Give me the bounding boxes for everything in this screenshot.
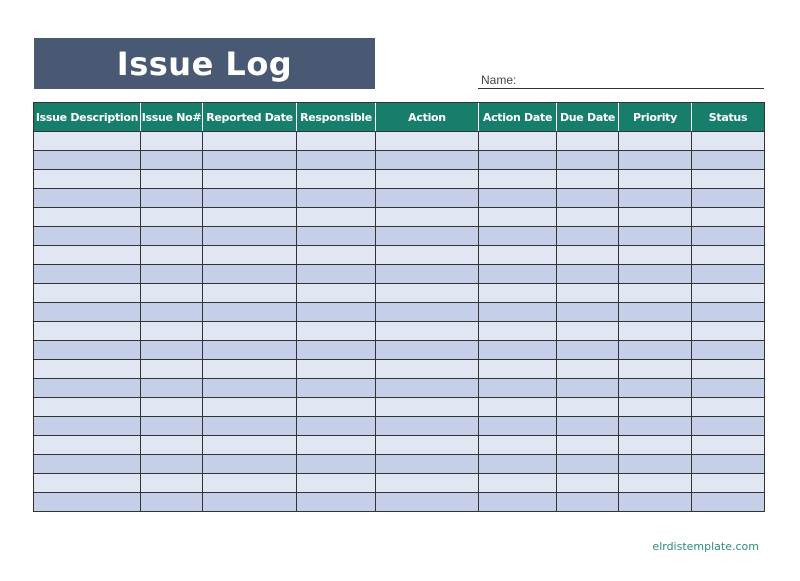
table-row [34, 360, 765, 379]
cell-due-date[interactable] [557, 151, 619, 170]
table-row [34, 284, 765, 303]
cell-action[interactable] [376, 284, 479, 303]
cell-action-date[interactable] [479, 493, 557, 512]
cell-issue-no[interactable] [141, 455, 203, 474]
cell-issue-no[interactable] [141, 398, 203, 417]
cell-issue-no[interactable] [141, 246, 203, 265]
table-row [34, 132, 765, 151]
issue-log-table [33, 102, 765, 512]
cell-issue-description[interactable] [34, 493, 141, 512]
cell-action[interactable] [376, 189, 479, 208]
cell-priority[interactable] [619, 379, 692, 398]
cell-action-date[interactable] [479, 303, 557, 322]
cell-reported-date[interactable] [203, 379, 297, 398]
cell-issue-no[interactable] [141, 151, 203, 170]
cell-status[interactable] [692, 303, 765, 322]
cell-action-date[interactable] [479, 265, 557, 284]
cell-priority[interactable] [619, 189, 692, 208]
cell-status[interactable] [692, 417, 765, 436]
name-field[interactable] [478, 70, 764, 89]
cell-responsible[interactable] [297, 341, 376, 360]
cell-reported-date[interactable] [203, 189, 297, 208]
cell-due-date[interactable] [557, 265, 619, 284]
column-header-action-date: Action Date [479, 103, 557, 132]
cell-due-date[interactable] [557, 360, 619, 379]
table-row [34, 208, 765, 227]
cell-action-date[interactable] [479, 208, 557, 227]
cell-priority[interactable] [619, 284, 692, 303]
cell-status[interactable] [692, 360, 765, 379]
cell-issue-no[interactable] [141, 341, 203, 360]
cell-due-date[interactable] [557, 455, 619, 474]
cell-issue-no[interactable] [141, 132, 203, 151]
table-header-row [34, 103, 765, 132]
cell-action[interactable] [376, 208, 479, 227]
table-row [34, 455, 765, 474]
cell-status[interactable] [692, 379, 765, 398]
cell-priority[interactable] [619, 151, 692, 170]
cell-due-date[interactable] [557, 189, 619, 208]
cell-responsible[interactable] [297, 398, 376, 417]
cell-action[interactable] [376, 151, 479, 170]
cell-issue-description[interactable] [34, 398, 141, 417]
cell-reported-date[interactable] [203, 493, 297, 512]
cell-reported-date[interactable] [203, 436, 297, 455]
cell-priority[interactable] [619, 227, 692, 246]
cell-due-date[interactable] [557, 132, 619, 151]
cell-reported-date[interactable] [203, 417, 297, 436]
cell-status[interactable] [692, 208, 765, 227]
cell-reported-date[interactable] [203, 322, 297, 341]
cell-action-date[interactable] [479, 151, 557, 170]
table-row [34, 341, 765, 360]
cell-responsible[interactable] [297, 322, 376, 341]
cell-issue-description[interactable] [34, 360, 141, 379]
cell-reported-date[interactable] [203, 246, 297, 265]
cell-action-date[interactable] [479, 322, 557, 341]
cell-issue-description[interactable] [34, 170, 141, 189]
cell-action-date[interactable] [479, 436, 557, 455]
cell-action-date[interactable] [479, 474, 557, 493]
cell-priority[interactable] [619, 360, 692, 379]
column-header-due-date: Due Date [557, 103, 619, 132]
column-header-reported-date: Reported Date [203, 103, 297, 132]
cell-action[interactable] [376, 493, 479, 512]
cell-issue-description[interactable] [34, 208, 141, 227]
cell-action-date[interactable] [479, 398, 557, 417]
cell-status[interactable] [692, 455, 765, 474]
cell-issue-no[interactable] [141, 493, 203, 512]
cell-issue-no[interactable] [141, 227, 203, 246]
cell-issue-description[interactable] [34, 322, 141, 341]
table-row [34, 379, 765, 398]
table-row [34, 474, 765, 493]
cell-responsible[interactable] [297, 303, 376, 322]
cell-status[interactable] [692, 398, 765, 417]
cell-due-date[interactable] [557, 227, 619, 246]
cell-action-date[interactable] [479, 360, 557, 379]
cell-reported-date[interactable] [203, 227, 297, 246]
cell-priority[interactable] [619, 436, 692, 455]
cell-issue-no[interactable] [141, 379, 203, 398]
cell-action[interactable] [376, 227, 479, 246]
cell-status[interactable] [692, 474, 765, 493]
cell-due-date[interactable] [557, 417, 619, 436]
column-header-priority: Priority [619, 103, 692, 132]
cell-issue-no[interactable] [141, 436, 203, 455]
table-row [34, 265, 765, 284]
cell-status[interactable] [692, 246, 765, 265]
cell-action-date[interactable] [479, 341, 557, 360]
cell-priority[interactable] [619, 303, 692, 322]
cell-priority[interactable] [619, 398, 692, 417]
cell-action[interactable] [376, 436, 479, 455]
cell-status[interactable] [692, 189, 765, 208]
cell-reported-date[interactable] [203, 170, 297, 189]
cell-reported-date[interactable] [203, 341, 297, 360]
cell-action[interactable] [376, 360, 479, 379]
cell-action[interactable] [376, 455, 479, 474]
table-row [34, 170, 765, 189]
cell-issue-description[interactable] [34, 417, 141, 436]
cell-reported-date[interactable] [203, 132, 297, 151]
table-row [34, 303, 765, 322]
column-header-issue-no: Issue No# [141, 103, 203, 132]
cell-issue-description[interactable] [34, 436, 141, 455]
cell-responsible[interactable] [297, 436, 376, 455]
cell-due-date[interactable] [557, 303, 619, 322]
page-title: Issue Log [34, 38, 375, 89]
cell-reported-date[interactable] [203, 208, 297, 227]
cell-issue-no[interactable] [141, 208, 203, 227]
cell-issue-description[interactable] [34, 265, 141, 284]
cell-status[interactable] [692, 436, 765, 455]
cell-responsible[interactable] [297, 132, 376, 151]
cell-due-date[interactable] [557, 398, 619, 417]
cell-due-date[interactable] [557, 246, 619, 265]
cell-status[interactable] [692, 151, 765, 170]
cell-due-date[interactable] [557, 208, 619, 227]
cell-action-date[interactable] [479, 170, 557, 189]
cell-issue-description[interactable] [34, 303, 141, 322]
cell-priority[interactable] [619, 246, 692, 265]
cell-responsible[interactable] [297, 227, 376, 246]
cell-action-date[interactable] [479, 284, 557, 303]
cell-action-date[interactable] [479, 227, 557, 246]
cell-issue-no[interactable] [141, 284, 203, 303]
cell-priority[interactable] [619, 265, 692, 284]
name-label: Name: [481, 73, 517, 87]
cell-due-date[interactable] [557, 341, 619, 360]
cell-issue-description[interactable] [34, 455, 141, 474]
cell-reported-date[interactable] [203, 455, 297, 474]
table-row [34, 246, 765, 265]
cell-action[interactable] [376, 246, 479, 265]
cell-responsible[interactable] [297, 265, 376, 284]
cell-reported-date[interactable] [203, 303, 297, 322]
cell-status[interactable] [692, 322, 765, 341]
cell-priority[interactable] [619, 208, 692, 227]
cell-issue-no[interactable] [141, 417, 203, 436]
cell-reported-date[interactable] [203, 398, 297, 417]
cell-action[interactable] [376, 170, 479, 189]
cell-issue-no[interactable] [141, 189, 203, 208]
cell-responsible[interactable] [297, 474, 376, 493]
cell-priority[interactable] [619, 322, 692, 341]
cell-reported-date[interactable] [203, 474, 297, 493]
cell-action-date[interactable] [479, 246, 557, 265]
cell-priority[interactable] [619, 455, 692, 474]
cell-priority[interactable] [619, 493, 692, 512]
cell-action-date[interactable] [479, 132, 557, 151]
table-row [34, 436, 765, 455]
table-row [34, 227, 765, 246]
cell-responsible[interactable] [297, 284, 376, 303]
cell-issue-description[interactable] [34, 151, 141, 170]
cell-action-date[interactable] [479, 455, 557, 474]
cell-issue-no[interactable] [141, 322, 203, 341]
cell-status[interactable] [692, 265, 765, 284]
cell-responsible[interactable] [297, 246, 376, 265]
cell-due-date[interactable] [557, 493, 619, 512]
cell-action[interactable] [376, 265, 479, 284]
cell-action[interactable] [376, 303, 479, 322]
cell-issue-no[interactable] [141, 170, 203, 189]
cell-due-date[interactable] [557, 379, 619, 398]
cell-responsible[interactable] [297, 151, 376, 170]
cell-action[interactable] [376, 132, 479, 151]
cell-priority[interactable] [619, 417, 692, 436]
cell-action[interactable] [376, 417, 479, 436]
cell-issue-no[interactable] [141, 303, 203, 322]
table-body [34, 132, 765, 512]
table-row [34, 189, 765, 208]
cell-action[interactable] [376, 322, 479, 341]
cell-issue-description[interactable] [34, 227, 141, 246]
cell-issue-description[interactable] [34, 132, 141, 151]
cell-action[interactable] [376, 341, 479, 360]
cell-responsible[interactable] [297, 455, 376, 474]
cell-issue-description[interactable] [34, 474, 141, 493]
footer-credit: elrdistemplate.com [652, 540, 759, 553]
cell-status[interactable] [692, 493, 765, 512]
cell-priority[interactable] [619, 132, 692, 151]
cell-status[interactable] [692, 284, 765, 303]
cell-due-date[interactable] [557, 474, 619, 493]
cell-due-date[interactable] [557, 284, 619, 303]
cell-responsible[interactable] [297, 417, 376, 436]
column-header-action: Action [376, 103, 479, 132]
cell-action[interactable] [376, 474, 479, 493]
table-row [34, 398, 765, 417]
cell-action-date[interactable] [479, 189, 557, 208]
cell-responsible[interactable] [297, 360, 376, 379]
column-header-responsible: Responsible [297, 103, 376, 132]
cell-issue-no[interactable] [141, 474, 203, 493]
cell-issue-description[interactable] [34, 189, 141, 208]
cell-issue-no[interactable] [141, 360, 203, 379]
cell-reported-date[interactable] [203, 360, 297, 379]
cell-reported-date[interactable] [203, 284, 297, 303]
table-row [34, 493, 765, 512]
cell-responsible[interactable] [297, 189, 376, 208]
cell-reported-date[interactable] [203, 151, 297, 170]
cell-priority[interactable] [619, 341, 692, 360]
cell-issue-description[interactable] [34, 379, 141, 398]
column-header-issue-description: Issue Description [34, 103, 141, 132]
cell-status[interactable] [692, 170, 765, 189]
cell-action[interactable] [376, 398, 479, 417]
cell-action[interactable] [376, 379, 479, 398]
cell-status[interactable] [692, 341, 765, 360]
cell-issue-description[interactable] [34, 246, 141, 265]
cell-action-date[interactable] [479, 417, 557, 436]
cell-responsible[interactable] [297, 493, 376, 512]
cell-responsible[interactable] [297, 170, 376, 189]
table-row [34, 417, 765, 436]
cell-issue-description[interactable] [34, 284, 141, 303]
cell-priority[interactable] [619, 170, 692, 189]
cell-reported-date[interactable] [203, 265, 297, 284]
table-row [34, 151, 765, 170]
cell-responsible[interactable] [297, 379, 376, 398]
cell-status[interactable] [692, 227, 765, 246]
cell-due-date[interactable] [557, 170, 619, 189]
cell-action-date[interactable] [479, 379, 557, 398]
column-header-status: Status [692, 103, 765, 132]
cell-status[interactable] [692, 132, 765, 151]
cell-due-date[interactable] [557, 436, 619, 455]
table-row [34, 322, 765, 341]
cell-issue-description[interactable] [34, 341, 141, 360]
cell-due-date[interactable] [557, 322, 619, 341]
cell-issue-no[interactable] [141, 265, 203, 284]
cell-priority[interactable] [619, 474, 692, 493]
cell-responsible[interactable] [297, 208, 376, 227]
